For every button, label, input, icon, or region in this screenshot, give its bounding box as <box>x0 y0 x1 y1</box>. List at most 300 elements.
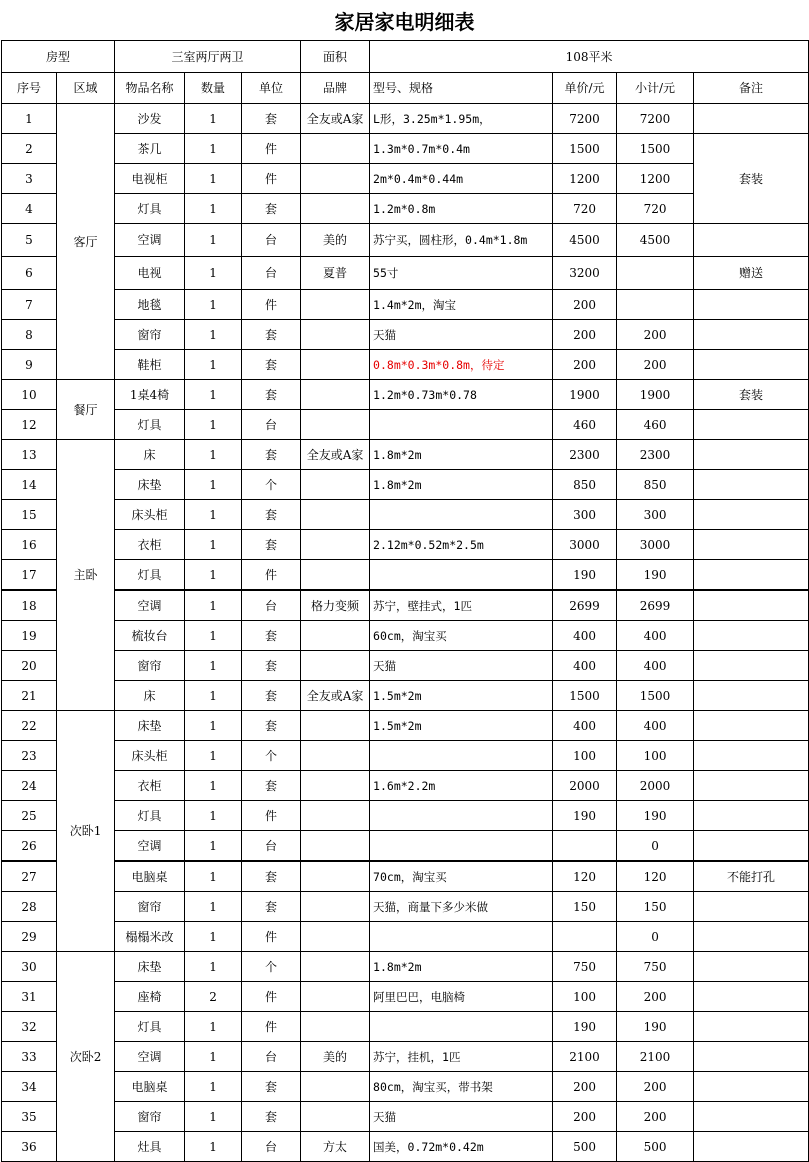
note <box>694 1012 809 1042</box>
info-row <box>2 41 809 73</box>
brand <box>301 500 370 530</box>
item-name: 空调 <box>115 1042 185 1072</box>
quantity: 1 <box>185 1012 242 1042</box>
unit-price: 750 <box>553 952 617 982</box>
quantity: 1 <box>185 164 242 194</box>
quantity: 1 <box>185 224 242 257</box>
subtotal: 1500 <box>617 681 694 711</box>
unit-price: 1500 <box>553 134 617 164</box>
quantity: 1 <box>185 440 242 470</box>
subtotal: 7200 <box>617 104 694 134</box>
sheet-title: 家居家电明细表 <box>334 9 475 34</box>
brand: 夏普 <box>301 257 370 290</box>
item-name: 地毯 <box>115 290 185 320</box>
subtotal: 200 <box>617 982 694 1012</box>
brand <box>301 194 370 224</box>
unit: 个 <box>242 952 301 982</box>
unit-price: 300 <box>553 500 617 530</box>
spec: 1.8m*2m <box>370 440 553 470</box>
item-name: 床垫 <box>115 470 185 500</box>
quantity: 1 <box>185 861 242 892</box>
spec: 1.4m*2m，淘宝 <box>370 290 553 320</box>
subtotal: 0 <box>617 922 694 952</box>
subtotal: 2100 <box>617 1042 694 1072</box>
unit: 件 <box>242 1012 301 1042</box>
unit: 套 <box>242 711 301 741</box>
spec: 1.8m*2m <box>370 470 553 500</box>
subtotal: 100 <box>617 741 694 771</box>
area-cell: 餐厅 <box>57 380 115 440</box>
brand: 全友或A家 <box>301 104 370 134</box>
note: 套装 <box>694 134 809 224</box>
spec: 2m*0.4m*0.44m <box>370 164 553 194</box>
quantity: 1 <box>185 470 242 500</box>
unit: 件 <box>242 164 301 194</box>
unit: 台 <box>242 410 301 440</box>
unit-price: 400 <box>553 711 617 741</box>
quantity: 1 <box>185 350 242 380</box>
table-row <box>2 771 809 801</box>
subtotal: 850 <box>617 470 694 500</box>
note <box>694 320 809 350</box>
spec: 70cm，淘宝买 <box>370 861 553 892</box>
unit: 套 <box>242 194 301 224</box>
quantity: 1 <box>185 681 242 711</box>
row-no: 10 <box>2 380 57 410</box>
spec: 1.5m*2m <box>370 681 553 711</box>
row-no: 12 <box>2 410 57 440</box>
unit: 件 <box>242 560 301 591</box>
item-name: 电视柜 <box>115 164 185 194</box>
quantity: 1 <box>185 194 242 224</box>
unit-price: 190 <box>553 1012 617 1042</box>
unit-price: 190 <box>553 560 617 591</box>
row-no: 19 <box>2 621 57 651</box>
subtotal: 190 <box>617 801 694 831</box>
unit-price <box>553 922 617 952</box>
subtotal: 400 <box>617 711 694 741</box>
quantity: 1 <box>185 590 242 621</box>
brand <box>301 771 370 801</box>
brand <box>301 892 370 922</box>
row-no: 26 <box>2 831 57 862</box>
row-no: 35 <box>2 1102 57 1132</box>
unit-price: 1500 <box>553 681 617 711</box>
area-cell: 主卧 <box>57 440 115 711</box>
subtotal: 2000 <box>617 771 694 801</box>
item-name: 空调 <box>115 831 185 862</box>
quantity: 1 <box>185 651 242 681</box>
header-spec: 型号、规格 <box>370 73 553 104</box>
subtotal: 400 <box>617 621 694 651</box>
unit-price: 200 <box>553 1072 617 1102</box>
subtotal: 2300 <box>617 440 694 470</box>
table-row <box>2 1072 809 1102</box>
brand <box>301 470 370 500</box>
row-no: 15 <box>2 500 57 530</box>
unit: 台 <box>242 590 301 621</box>
unit-price: 7200 <box>553 104 617 134</box>
subtotal <box>617 257 694 290</box>
item-name: 电脑桌 <box>115 1072 185 1102</box>
note <box>694 500 809 530</box>
brand <box>301 164 370 194</box>
row-no: 7 <box>2 290 57 320</box>
row-no: 23 <box>2 741 57 771</box>
quantity: 1 <box>185 922 242 952</box>
table-row <box>2 164 809 194</box>
note <box>694 470 809 500</box>
item-name: 灯具 <box>115 410 185 440</box>
table-row <box>2 410 809 440</box>
row-no: 36 <box>2 1132 57 1162</box>
quantity: 1 <box>185 1072 242 1102</box>
unit-price: 190 <box>553 801 617 831</box>
note <box>694 590 809 621</box>
table-row <box>2 982 809 1012</box>
row-no: 30 <box>2 952 57 982</box>
spec: 苏宁买，圆柱形，0.4m*1.8m <box>370 224 553 257</box>
unit-price: 100 <box>553 982 617 1012</box>
brand <box>301 320 370 350</box>
area-label: 面积 <box>301 41 370 73</box>
note <box>694 440 809 470</box>
table-row <box>2 861 809 892</box>
spec: 1.5m*2m <box>370 711 553 741</box>
table-row <box>2 1042 809 1072</box>
item-name: 鞋柜 <box>115 350 185 380</box>
item-name: 窗帘 <box>115 651 185 681</box>
note: 赠送 <box>694 257 809 290</box>
unit-price: 400 <box>553 621 617 651</box>
row-no: 5 <box>2 224 57 257</box>
row-no: 22 <box>2 711 57 741</box>
unit: 套 <box>242 380 301 410</box>
quantity: 1 <box>185 621 242 651</box>
unit: 个 <box>242 470 301 500</box>
brand <box>301 982 370 1012</box>
item-name: 床头柜 <box>115 741 185 771</box>
unit: 件 <box>242 922 301 952</box>
row-no: 28 <box>2 892 57 922</box>
item-name: 衣柜 <box>115 530 185 560</box>
note <box>694 290 809 320</box>
unit-price: 120 <box>553 861 617 892</box>
unit-price: 400 <box>553 651 617 681</box>
unit-price: 4500 <box>553 224 617 257</box>
brand: 美的 <box>301 1042 370 1072</box>
table-row <box>2 1102 809 1132</box>
item-name: 窗帘 <box>115 1102 185 1132</box>
spec: 1.3m*0.7m*0.4m <box>370 134 553 164</box>
note <box>694 801 809 831</box>
area-value: 108平米 <box>370 41 809 73</box>
subtotal: 0 <box>617 831 694 862</box>
brand <box>301 711 370 741</box>
subtotal: 300 <box>617 500 694 530</box>
header-subtotal: 小计/元 <box>617 73 694 104</box>
subtotal: 750 <box>617 952 694 982</box>
quantity: 1 <box>185 530 242 560</box>
note <box>694 892 809 922</box>
item-name: 床垫 <box>115 952 185 982</box>
table-row <box>2 530 809 560</box>
unit: 台 <box>242 1042 301 1072</box>
unit-price: 500 <box>553 1132 617 1162</box>
note <box>694 771 809 801</box>
row-no: 13 <box>2 440 57 470</box>
unit-price: 200 <box>553 1102 617 1132</box>
brand: 格力变频 <box>301 590 370 621</box>
spec: L形，3.25m*1.95m， <box>370 104 553 134</box>
item-name: 床 <box>115 681 185 711</box>
subtotal: 190 <box>617 1012 694 1042</box>
note <box>694 1072 809 1102</box>
note <box>694 922 809 952</box>
unit-price: 460 <box>553 410 617 440</box>
row-no: 8 <box>2 320 57 350</box>
unit: 件 <box>242 982 301 1012</box>
row-no: 32 <box>2 1012 57 1042</box>
brand <box>301 952 370 982</box>
table-row <box>2 134 809 164</box>
quantity: 1 <box>185 771 242 801</box>
spec: 1.6m*2.2m <box>370 771 553 801</box>
brand: 全友或A家 <box>301 681 370 711</box>
row-no: 6 <box>2 257 57 290</box>
note <box>694 651 809 681</box>
unit-price: 850 <box>553 470 617 500</box>
spec: 55寸 <box>370 257 553 290</box>
unit-price <box>553 831 617 862</box>
spec: 1.2m*0.73m*0.78 <box>370 380 553 410</box>
brand <box>301 922 370 952</box>
row-no: 27 <box>2 861 57 892</box>
note <box>694 350 809 380</box>
unit: 件 <box>242 290 301 320</box>
item-name: 电脑桌 <box>115 861 185 892</box>
item-name: 空调 <box>115 224 185 257</box>
table-row <box>2 440 809 470</box>
subtotal: 150 <box>617 892 694 922</box>
quantity: 1 <box>185 104 242 134</box>
spec: 1.8m*2m <box>370 952 553 982</box>
quantity: 1 <box>185 831 242 862</box>
spec: 苏宁，壁挂式，1匹 <box>370 590 553 621</box>
row-no: 1 <box>2 104 57 134</box>
column-header-row <box>2 73 809 104</box>
unit: 套 <box>242 104 301 134</box>
unit-price: 200 <box>553 290 617 320</box>
table-row <box>2 681 809 711</box>
unit: 个 <box>242 741 301 771</box>
area-cell: 次卧2 <box>57 952 115 1162</box>
brand <box>301 831 370 862</box>
brand: 美的 <box>301 224 370 257</box>
note <box>694 982 809 1012</box>
brand <box>301 530 370 560</box>
subtotal <box>617 290 694 320</box>
area-cell: 次卧1 <box>57 711 115 952</box>
item-name: 窗帘 <box>115 892 185 922</box>
quantity: 1 <box>185 500 242 530</box>
unit-price: 3000 <box>553 530 617 560</box>
unit-price: 1900 <box>553 380 617 410</box>
area-cell: 客厅 <box>57 104 115 380</box>
subtotal: 460 <box>617 410 694 440</box>
row-no: 2 <box>2 134 57 164</box>
note <box>694 1132 809 1162</box>
unit: 套 <box>242 861 301 892</box>
table-row <box>2 590 809 621</box>
item-name: 窗帘 <box>115 320 185 350</box>
spec <box>370 500 553 530</box>
quantity: 1 <box>185 741 242 771</box>
row-no: 18 <box>2 590 57 621</box>
spec <box>370 560 553 591</box>
table-row <box>2 380 809 410</box>
quantity: 1 <box>185 410 242 440</box>
table-row <box>2 741 809 771</box>
unit: 件 <box>242 134 301 164</box>
table-row <box>2 892 809 922</box>
row-no: 31 <box>2 982 57 1012</box>
note <box>694 1042 809 1072</box>
table-row <box>2 831 809 862</box>
brand <box>301 290 370 320</box>
unit-price: 100 <box>553 741 617 771</box>
unit: 套 <box>242 771 301 801</box>
table-row <box>2 290 809 320</box>
row-no: 33 <box>2 1042 57 1072</box>
quantity: 1 <box>185 711 242 741</box>
spec <box>370 801 553 831</box>
quantity: 1 <box>185 801 242 831</box>
row-no: 20 <box>2 651 57 681</box>
header-area: 区域 <box>57 73 115 104</box>
unit-price: 150 <box>553 892 617 922</box>
unit: 套 <box>242 892 301 922</box>
brand <box>301 801 370 831</box>
quantity: 1 <box>185 1132 242 1162</box>
item-name: 灯具 <box>115 801 185 831</box>
spec: 1.2m*0.8m <box>370 194 553 224</box>
item-name: 灯具 <box>115 1012 185 1042</box>
subtotal: 1200 <box>617 164 694 194</box>
unit: 套 <box>242 350 301 380</box>
brand <box>301 560 370 591</box>
subtotal: 400 <box>617 651 694 681</box>
spec: 60cm，淘宝买 <box>370 621 553 651</box>
table-row <box>2 224 809 257</box>
header-note: 备注 <box>694 73 809 104</box>
quantity: 1 <box>185 892 242 922</box>
item-name: 灯具 <box>115 560 185 591</box>
unit: 套 <box>242 1102 301 1132</box>
subtotal: 500 <box>617 1132 694 1162</box>
unit: 套 <box>242 530 301 560</box>
table-row <box>2 922 809 952</box>
brand <box>301 1012 370 1042</box>
unit-price: 200 <box>553 350 617 380</box>
unit-price: 2300 <box>553 440 617 470</box>
table-row <box>2 621 809 651</box>
house-type-label: 房型 <box>2 41 115 73</box>
row-no: 14 <box>2 470 57 500</box>
subtotal: 200 <box>617 1072 694 1102</box>
spec: 国美，0.72m*0.42m <box>370 1132 553 1162</box>
brand <box>301 1102 370 1132</box>
subtotal: 4500 <box>617 224 694 257</box>
quantity: 1 <box>185 320 242 350</box>
quantity: 1 <box>185 380 242 410</box>
quantity: 1 <box>185 560 242 591</box>
unit: 台 <box>242 257 301 290</box>
subtotal: 2699 <box>617 590 694 621</box>
header-unit: 单位 <box>242 73 301 104</box>
row-no: 9 <box>2 350 57 380</box>
subtotal: 200 <box>617 320 694 350</box>
item-name: 茶几 <box>115 134 185 164</box>
brand <box>301 380 370 410</box>
item-name: 灶具 <box>115 1132 185 1162</box>
spec <box>370 922 553 952</box>
item-name: 座椅 <box>115 982 185 1012</box>
note: 不能打孔 <box>694 861 809 892</box>
row-no: 21 <box>2 681 57 711</box>
unit-price: 200 <box>553 320 617 350</box>
subtotal: 1900 <box>617 380 694 410</box>
quantity: 1 <box>185 952 242 982</box>
spec <box>370 410 553 440</box>
table-row <box>2 104 809 134</box>
row-no: 3 <box>2 164 57 194</box>
brand: 方太 <box>301 1132 370 1162</box>
quantity: 1 <box>185 1042 242 1072</box>
row-no: 16 <box>2 530 57 560</box>
note <box>694 741 809 771</box>
house-type-value: 三室两厅两卫 <box>115 41 301 73</box>
subtotal: 720 <box>617 194 694 224</box>
brand <box>301 861 370 892</box>
brand <box>301 741 370 771</box>
detail-table <box>1 40 809 1162</box>
note <box>694 104 809 134</box>
note <box>694 831 809 862</box>
unit: 套 <box>242 500 301 530</box>
subtotal: 1500 <box>617 134 694 164</box>
item-name: 衣柜 <box>115 771 185 801</box>
row-no: 24 <box>2 771 57 801</box>
quantity: 1 <box>185 290 242 320</box>
spec: 0.8m*0.3m*0.8m，待定 <box>370 350 553 380</box>
unit-price: 2100 <box>553 1042 617 1072</box>
header-qty: 数量 <box>185 73 242 104</box>
header-price: 单价/元 <box>553 73 617 104</box>
brand <box>301 1072 370 1102</box>
item-name: 灯具 <box>115 194 185 224</box>
unit: 台 <box>242 831 301 862</box>
brand <box>301 621 370 651</box>
spec: 天猫，商量下多少米做 <box>370 892 553 922</box>
row-no: 17 <box>2 560 57 591</box>
brand <box>301 651 370 681</box>
item-name: 1桌4椅 <box>115 380 185 410</box>
brand: 全友或A家 <box>301 440 370 470</box>
quantity: 1 <box>185 257 242 290</box>
note: 套装 <box>694 380 809 410</box>
header-item: 物品名称 <box>115 73 185 104</box>
